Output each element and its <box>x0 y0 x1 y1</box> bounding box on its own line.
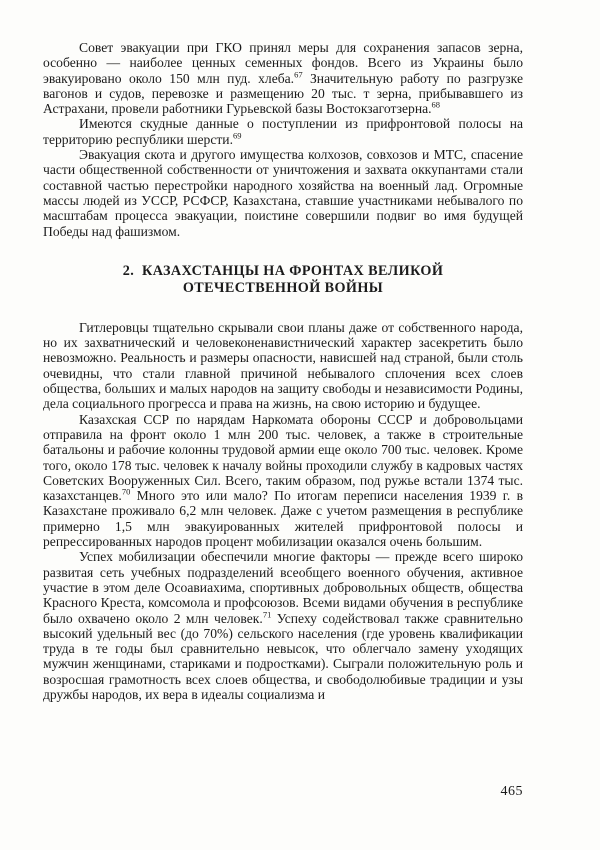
footnote-marker: 69 <box>232 130 242 141</box>
paragraph-mobilization-success-factors: Успех мобилизации обеспечили многие факторы — прежде всего широко развитая сеть учебных подразделений всеобщего военного обучения, активное участие в этом деле Осоавиахима, спортивных добровольных обществ, общества Красного Креста, комсомола и профсоюзов. Всеми видами обучения в республике было охвачено около 2 млн человек.$^{71}$ Успеху содействовал также сравнительно высокий удельный вес (до 70%) сельского населения (где уровень квалификации труда в те годы был сравнительно невысок, что облегчало замену уходящих мужчин женщинами, стариками и подростками). Сыграли положительную роль и возросшая грамотность всех слоев общества, и свободолюбивые традиции и узы дружбы народов, их вера в идеалы социализма и <box>43 549 523 702</box>
page-number: 465 <box>500 784 523 799</box>
paragraph-evacuation-council: Совет эвакуации при ГКО принял меры для сохранения запасов зерна, особенно — наиболее ценных семенных фондов. Всего из Украины было эвакуировано около 150 млн пуд. хлеба.$^{67}$ Значительную работу по разгрузке вагонов и судов, перевозке и размещению 20 тыс. т зерна, прибывавшего из Астрахани, провели работники Гурьевской базы Востокзаготзерна.$^{68}$ <box>43 40 523 117</box>
paragraph-mobilization-numbers: Казахская ССР по нарядам Наркомата обороны СССР и добровольцами отправила на фронт около 1 млн 200 тыс. человек, а также в строительные батальоны и рабочие колонны трудовой армии еще около 700 тыс. человек. Кроме того, около 178 тыс. человек к началу войны проходили службу в кадровых частях Советских Вооруженных Сил. Всего, таким образом, под ружье встали 1374 тыс. казахстанцев.$^{70}$ Много это или мало? По итогам переписи населения 1939 г. в Казахстане проживало 6,2 млн человек. Даже с учетом размещения в республике примерно 1,5 млн эвакуированных жителей прифронтовой полосы и репрессированных народов процент мобилизации оказался очень большим. <box>43 411 523 550</box>
paragraph-wool-deliveries: Имеются скудные данные о поступлении из прифронтовой полосы на территорию республики шерсти.$^{69}$ <box>43 116 523 147</box>
footnote-marker: 67 <box>294 69 303 80</box>
section-heading-line-1: 2. КАЗАХСТАНЦЫ НА ФРОНТАХ ВЕЛИКОЙ <box>122 262 444 279</box>
section-heading-line-2: ОТЕЧЕСТВЕННОЙ ВОЙНЫ <box>182 280 384 297</box>
text-block <box>43 40 523 702</box>
section-heading <box>49 263 517 298</box>
paragraph-hitlerites-plans: Гитлеровцы тщательно скрывали свои планы даже от собственного народа, но их захватнический и человеконенавистнический характер засекретить было невозможно. Реальность и размеры опасности, нависшей над страной, были столь очевидны, что стали главной причиной небывалого сплочения всех слоев общества, больших и малых народов на защиту свободы и независимости Родины, дела социального прогресса и права на жизнь, на свою историю и будущее. <box>43 319 523 412</box>
paragraph-livestock-evacuation: Эвакуация скота и другого имущества колхозов, совхозов и МТС, спасение части общественной собственности от уничтожения и захвата оккупантами стали составной частью перестройки народного хозяйства на военный лад. Огромные массы людей из УССР, РСФСР, Казахстана, ставшие участниками небывалого по масштабам процесса эвакуации, поистине совершили подвиг во имя будущей Победы над фашизмом. <box>43 147 523 239</box>
footnote-marker: 71 <box>262 608 272 619</box>
footnote-marker: 70 <box>121 486 131 497</box>
footnote-marker: 68 <box>431 99 441 110</box>
